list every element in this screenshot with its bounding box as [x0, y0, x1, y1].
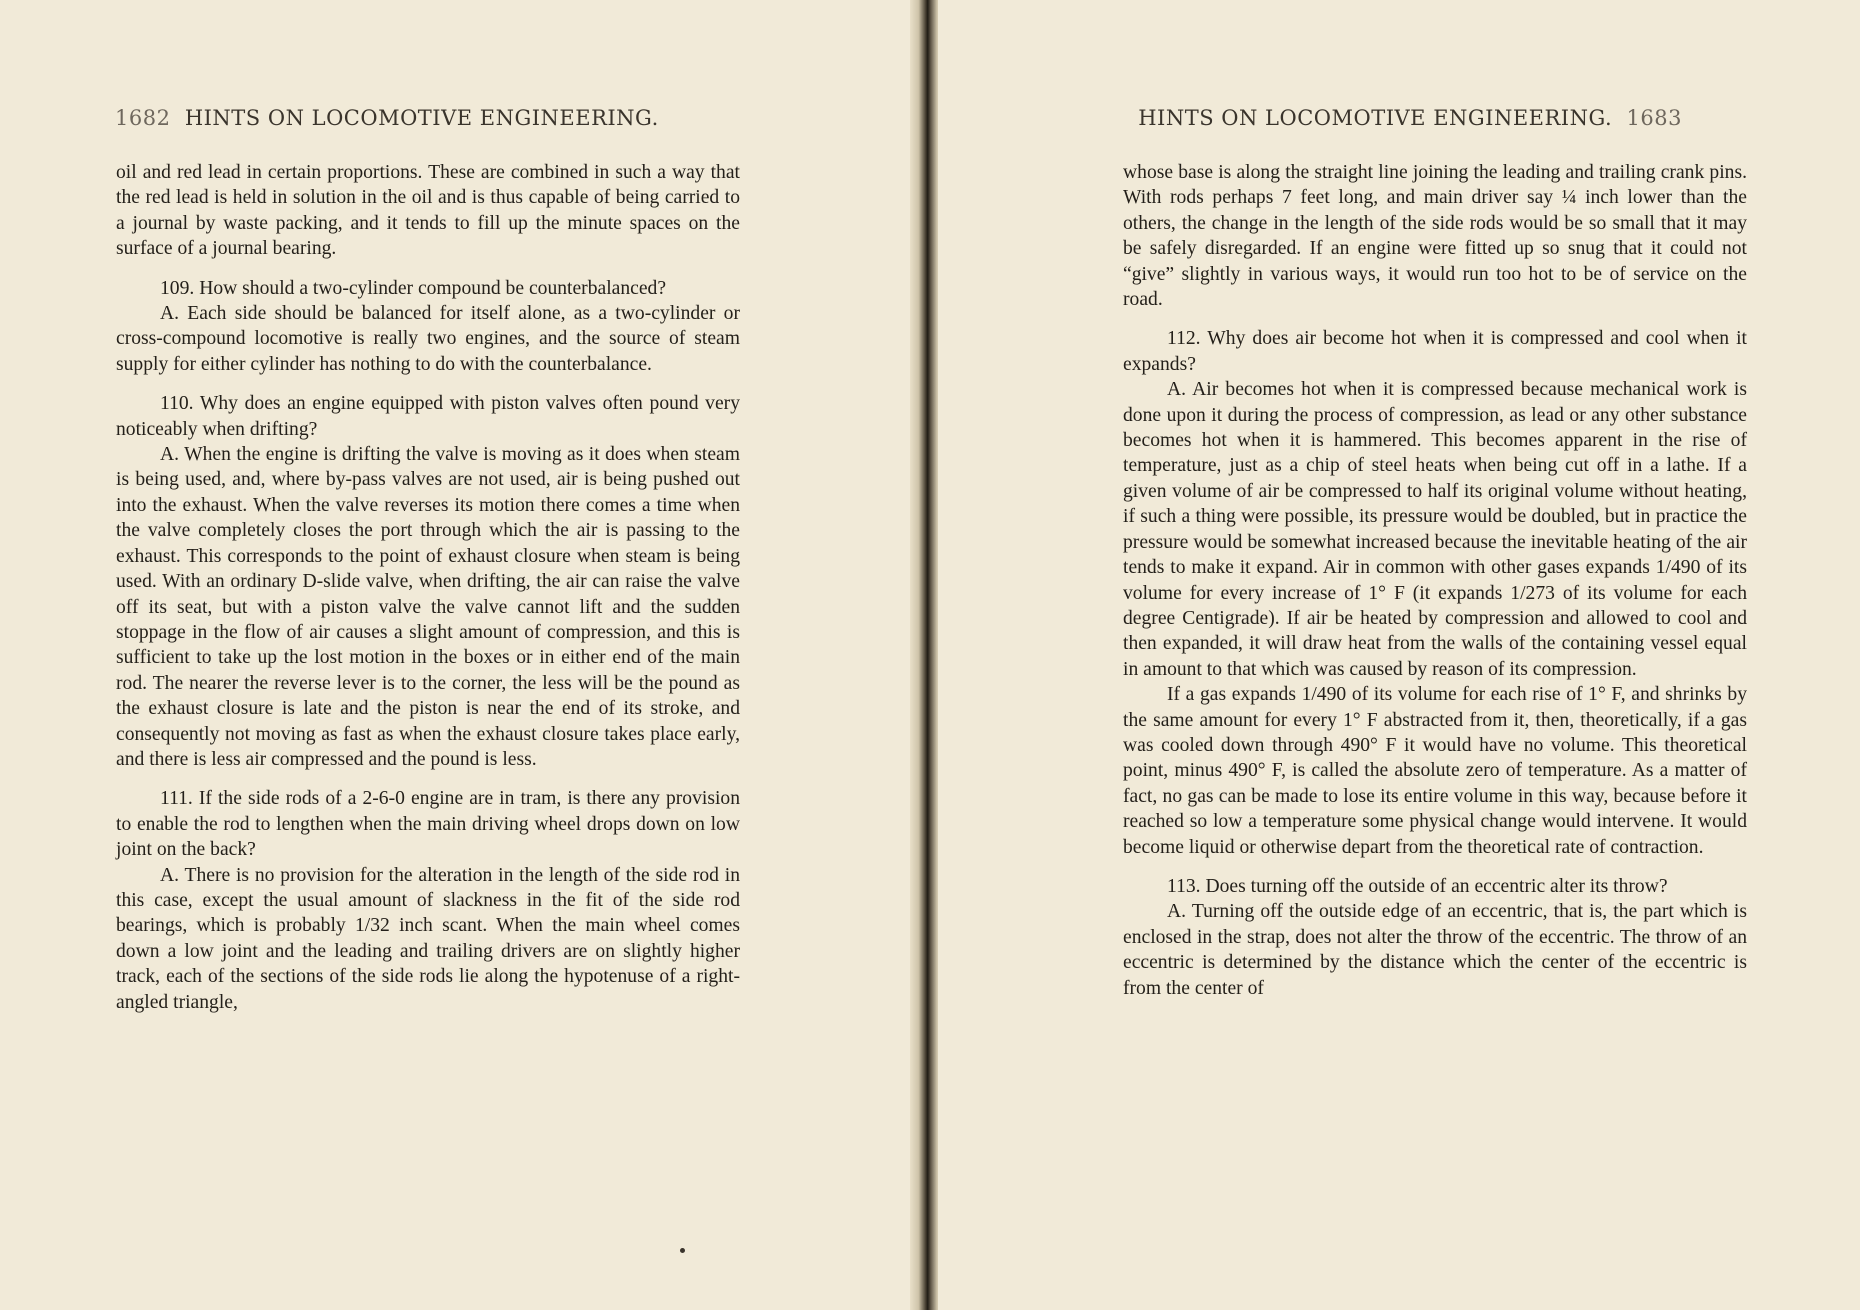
right-page-number: 1683	[1626, 106, 1682, 130]
answer-112: A. Air becomes hot when it is compressed because mechanical work is done upon it during the process of compression, as lead or any other substance becomes hot when it is hammered. This becomes apparent in the rise of temperature, just as a chip of steel heats when being cut off in a lathe. If a given volume of air be compressed to half its original volume without heating, if such a thing were possible, its pressure would be doubled, but in practice the pressure would be somewhat increased because the inevitable heating of the air tends to make it expand. Air in common with other gases expands 1/490 of its volume for every increase of 1° F (it expands 1/273 of its volume for each degree Centigrade). If air be heated by compression and allowed to cool and then expanded, it will draw heat from the walls of the containing vessel equal in amount to that which was caused by reason of its compression.	[1123, 379, 1747, 680]
paragraph-continuation: whose base is along the straight line joining the leading and trailing crank pins. With rods perhaps 7 feet long, and main driver say ¼ inch lower than the others, the change in the length of the side rods would be so small that it may be safely disregarded. If an engine were fitted up so snug that it could not “give” slightly in various ways, it would run too hot to be of service on the road.	[1123, 162, 1747, 311]
answer-113: A. Turning off the outside edge of an eccentric, that is, the part which is enclosed in the strap, does not alter the throw of the eccentric. The throw of an eccentric is determined by the distance which the center of the eccentric is from the center of	[1123, 901, 1747, 999]
ink-speck	[680, 1248, 685, 1253]
question-113: 113. Does turning off the outside of an eccentric alter its throw?	[1167, 875, 1668, 897]
left-page	[0, 0, 916, 1310]
answer-109: A. Each side should be balanced for itself alone, as a two-cylinder or cross-compound locomotive is really two engines, and the source of steam supply for either cylinder has nothing to do with the counterbalance.	[116, 303, 740, 375]
left-running-head	[115, 106, 659, 130]
right-running-head	[1138, 106, 1682, 130]
question-109: 109. How should a two-cylinder compound be counterbalanced?	[160, 277, 667, 299]
left-page-number: 1682	[115, 106, 171, 130]
paragraph-continuation: oil and red lead in certain proportions. These are combined in such a way that the red lead is held in solution in the oil and is thus capable of being carried to a journal by waste packing, and it tends to fill up the minute spaces on the surface of a journal bearing.	[116, 162, 740, 260]
question-111: 111. If the side rods of a 2-6-0 engine are in tram, is there any provision to enable the rod to lengthen when the main driving wheel drops down on low joint on the back?	[116, 788, 740, 861]
answer-112-continued: If a gas expands 1/490 of its volume for each rise of 1° F, and shrinks by the same amount for every 1° F abstracted from it, then, theoretically, if a gas was cooled down through 490° F it would have no volume. This theoretical point, minus 490° F, is called the absolute zero of temperature. As a matter of fact, no gas can be made to lose its entire volume in this way, because before it reached so low a temperature some physical change would intervene. It would become liquid or otherwise depart from the theoretical rate of contraction.	[1123, 684, 1747, 858]
right-page	[938, 0, 1860, 1310]
question-110: 110. Why does an engine equipped with piston valves often pound very noticeably when drifting?	[116, 393, 740, 440]
answer-110: A. When the engine is drifting the valve is moving as it does when steam is being used, and, where by-pass valves are not used, air is being pushed out into the exhaust. When the valve reverses its motion there comes a time when the valve completely closes the port through which the air is passing to the exhaust. This corresponds to the point of exhaust closure when steam is being used. With an ordinary D-slide valve, when drifting, the air can raise the valve off its seat, but with a piston valve the valve cannot lift and the sudden stoppage in the flow of air causes a slight amount of compression, and this is sufficient to take up the lost motion in the boxes or in either end of the main rod. The nearer the reverse lever is to the corner, the less will be the pound as the exhaust closure is late and the piston is near the end of its stroke, and consequently not moving as fast as when the exhaust closure takes place early, and there is less air compressed and the pound is less.	[116, 444, 740, 770]
right-running-title: HINTS ON LOCOMOTIVE ENGINEERING.	[1138, 106, 1613, 130]
answer-111: A. There is no provision for the alteration in the length of the side rod in this case, except the usual amount of slackness in the fit of the side rod bearings, which is probably 1/32 inch scant. When the main wheel comes down a low joint and the leading and trailing drivers are on slightly higher track, each of the sections of the side rods lie along the hypotenuse of a right-angled triangle,	[116, 864, 740, 1013]
left-running-title: HINTS ON LOCOMOTIVE ENGINEERING.	[184, 106, 659, 130]
left-body-text	[116, 160, 740, 1015]
question-112: 112. Why does air become hot when it is compressed and cool when it expands?	[1123, 328, 1747, 375]
right-body-text	[1123, 160, 1747, 1001]
